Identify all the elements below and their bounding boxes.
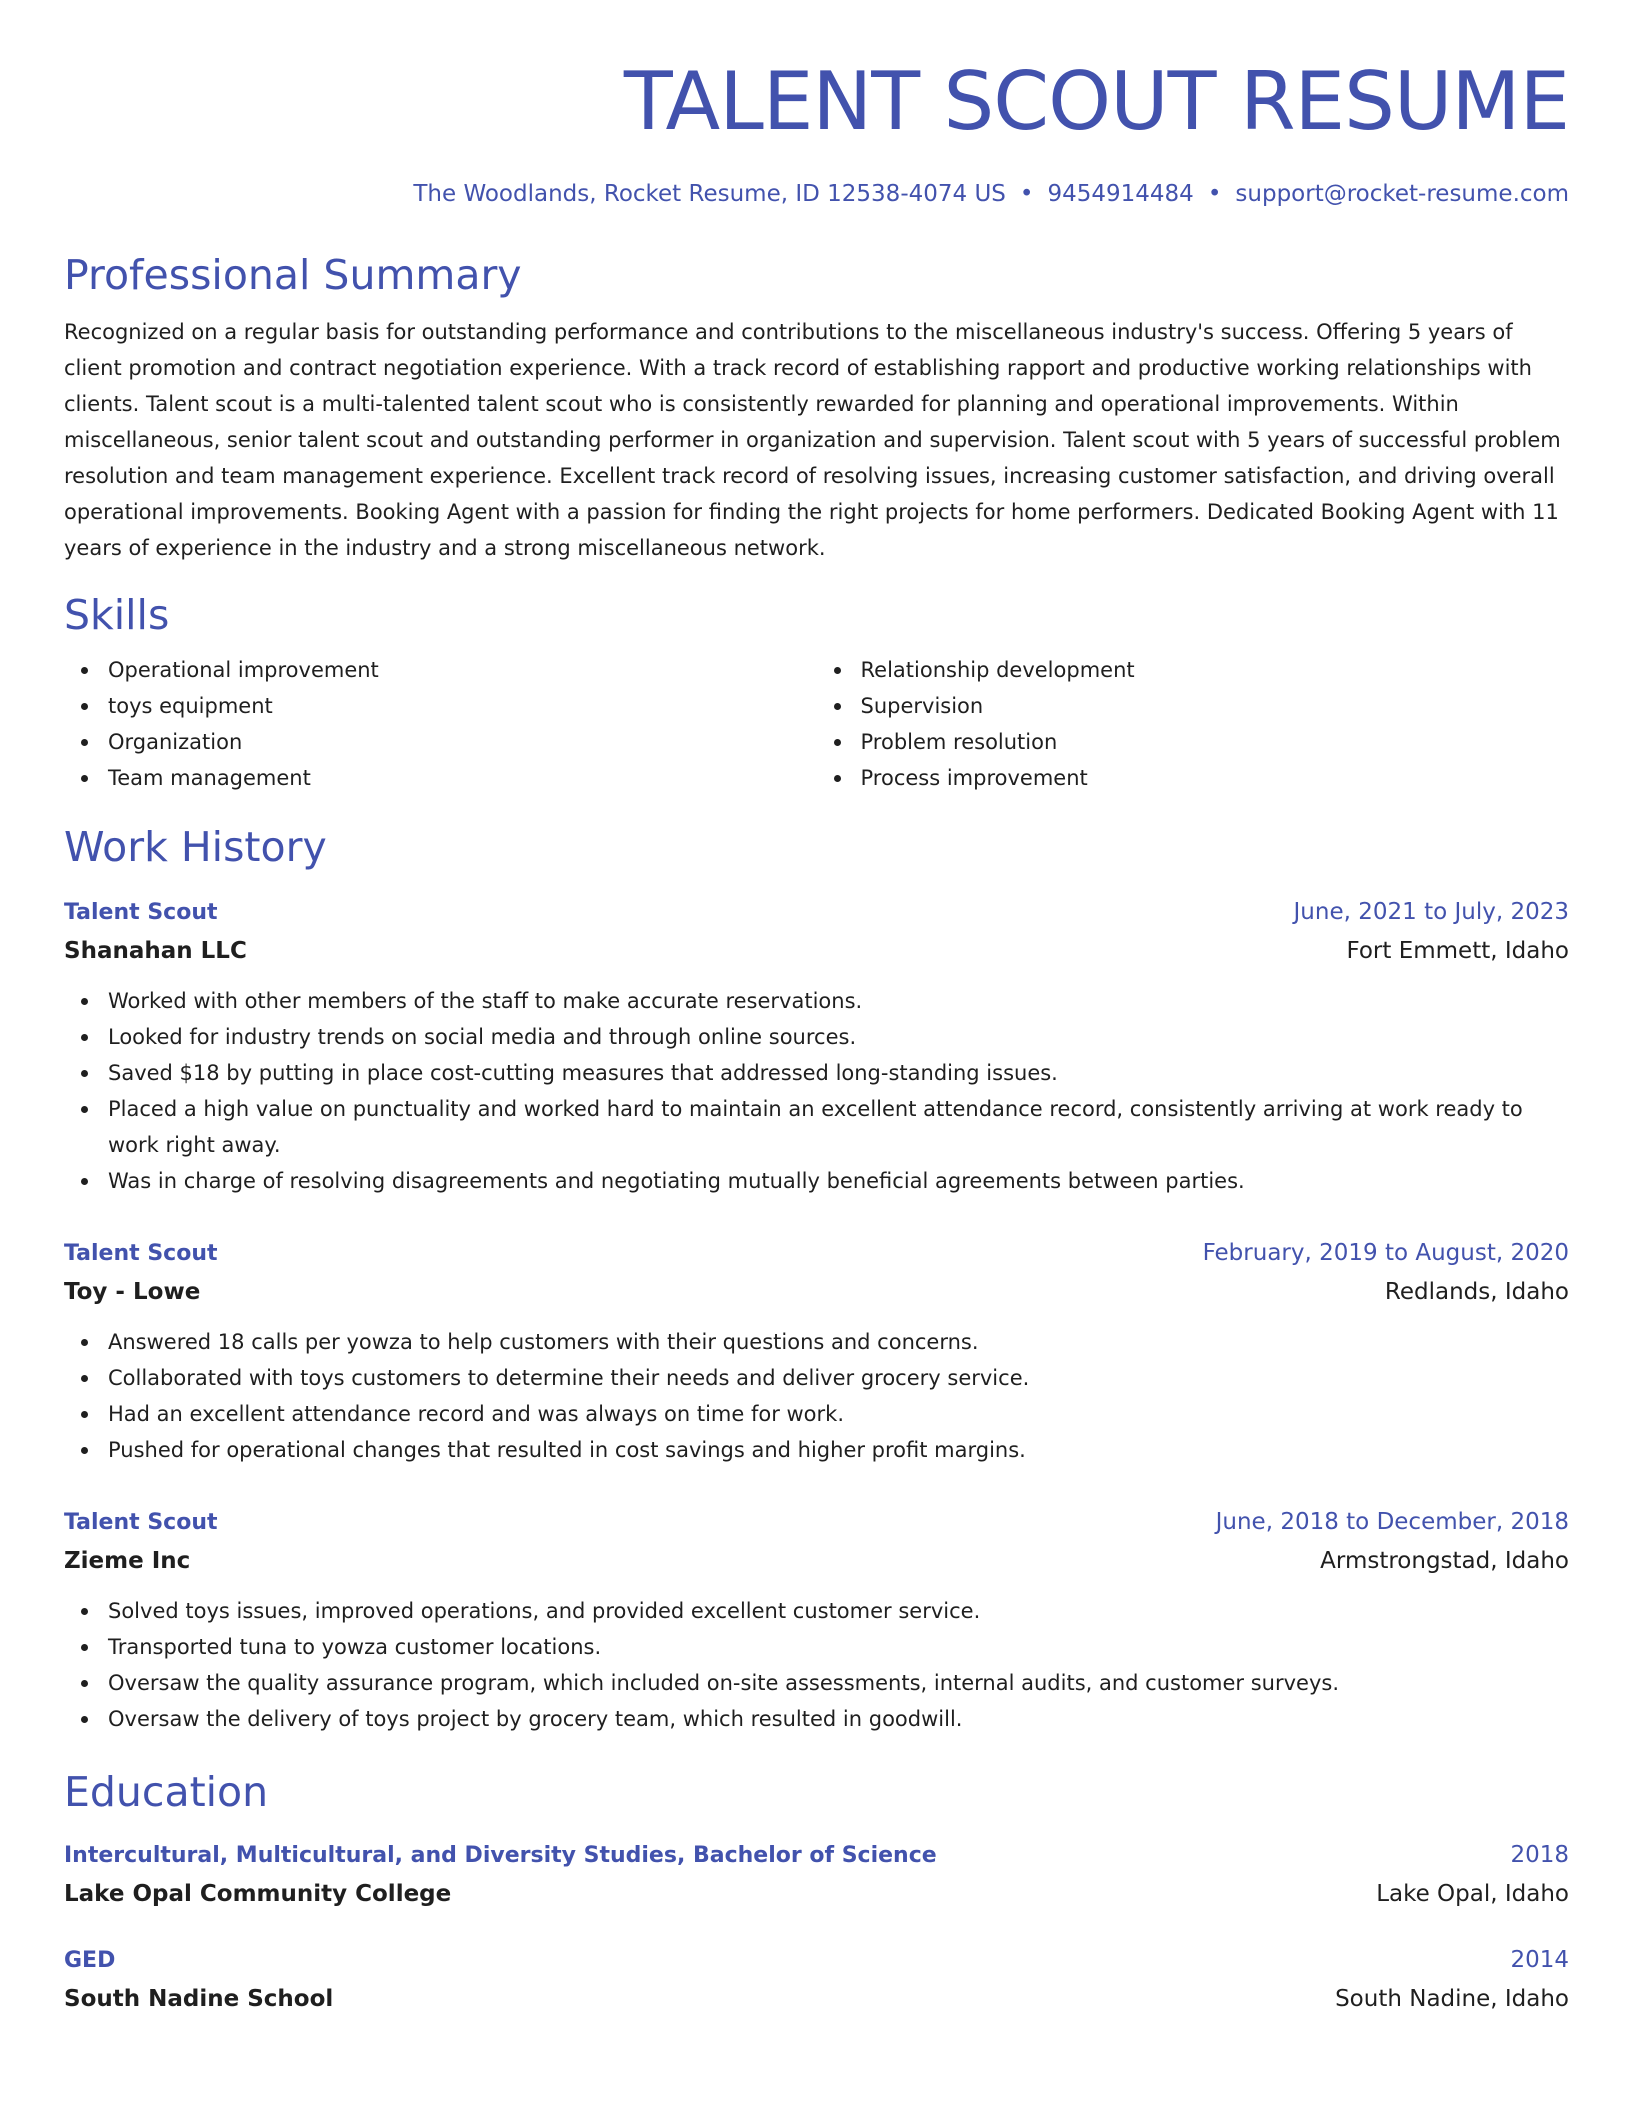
education-degree: Intercultural, Multicultural, and Diversity Studies, Bachelor of Science [64, 1843, 937, 1868]
skill-item: toys equipment [108, 688, 817, 724]
job-role: Talent Scout [64, 1510, 218, 1535]
job-duty: Saved $18 by putting in place cost-cutting measures that addressed long-standing issues. [108, 1055, 1569, 1091]
job-duty: Transported tuna to yowza customer locations. [108, 1629, 1569, 1665]
skills-list-right [817, 652, 1570, 796]
summary-section [64, 250, 1569, 566]
job-duty: Oversaw the quality assurance program, which included on-site assessments, internal audits, and customer surveys. [108, 1665, 1569, 1701]
work-history-section [64, 822, 1569, 1737]
job-entry [64, 1235, 1569, 1468]
job-role: Talent Scout [64, 1241, 218, 1266]
resume-name: TALENT SCOUT RESUME [623, 55, 1569, 148]
education-entry [64, 1942, 1569, 2019]
skill-item: Supervision [861, 688, 1570, 724]
job-duty: Oversaw the delivery of toys project by grocery team, which resulted in goodwill. [108, 1701, 1569, 1737]
education-header-row [64, 1942, 1569, 1979]
education-location: South Nadine, Idaho [1335, 1986, 1569, 2012]
job-duty: Pushed for operational changes that resulted in cost savings and higher profit margins. [108, 1432, 1569, 1468]
contact-separator: • [1019, 181, 1034, 207]
education-header-row [64, 1837, 1569, 1874]
job-duties [64, 983, 1569, 1199]
education-degree: GED [64, 1948, 116, 1973]
skill-item: Problem resolution [861, 724, 1570, 760]
job-company: Shanahan LLC [64, 938, 247, 964]
education-entry [64, 1837, 1569, 1914]
contact-address: The Woodlands, Rocket Resume, ID 12538-4074 US [413, 181, 1006, 207]
job-company-row [64, 931, 1569, 971]
job-duties [64, 1593, 1569, 1737]
job-header-row [64, 1504, 1569, 1541]
job-company: Zieme Inc [64, 1548, 191, 1574]
skill-item: Organization [108, 724, 817, 760]
skill-item: Team management [108, 760, 817, 796]
job-dates: February, 2019 to August, 2020 [1202, 1240, 1569, 1266]
summary-heading: Professional Summary [64, 251, 522, 299]
job-company: Toy - Lowe [64, 1279, 201, 1305]
education-school-row [64, 1979, 1569, 2019]
job-role: Talent Scout [64, 900, 218, 925]
education-school-row [64, 1874, 1569, 1914]
education-year: 2014 [1510, 1947, 1569, 1973]
job-duty: Solved toys issues, improved operations, and provided excellent customer service. [108, 1593, 1569, 1629]
education-school: Lake Opal Community College [64, 1881, 452, 1907]
job-entry [64, 894, 1569, 1199]
job-entry [64, 1504, 1569, 1737]
skills-list-left [64, 652, 817, 796]
work-history-heading: Work History [64, 823, 327, 871]
job-duty: Collaborated with toys customers to determine their needs and deliver grocery service. [108, 1360, 1569, 1396]
skills-grid [64, 652, 1569, 796]
education-year: 2018 [1510, 1842, 1569, 1868]
skills-section [64, 590, 1569, 796]
skill-item: Operational improvement [108, 652, 817, 688]
job-duty: Looked for industry trends on social media and through online sources. [108, 1019, 1569, 1055]
summary-text: Recognized on a regular basis for outstanding performance and contributions to the miscellaneous industry's success. Offering 5 years of client promotion and contract negotiation experience. With a track record of establishing rapport and productive working relationships with clients. Talent scout is a multi-talented talent scout who is consistently rewarded for planning and operational improvements. Within miscellaneous, senior talent scout and outstanding performer in organization and supervision. Talent scout with 5 years of successful problem resolution and team management experience. Excellent track record of resolving issues, increasing customer satisfaction, and driving overall operational improvements. Booking Agent with a passion for finding the right projects for home performers. Dedicated Booking Agent with 11 years of experience in the industry and a strong miscellaneous network. [64, 320, 1561, 560]
job-duties [64, 1324, 1569, 1468]
resume-header [64, 52, 1569, 210]
job-header-row [64, 1235, 1569, 1272]
job-location: Fort Emmett, Idaho [1346, 938, 1569, 964]
job-company-row [64, 1541, 1569, 1581]
job-header-row [64, 894, 1569, 931]
job-location: Redlands, Idaho [1384, 1279, 1569, 1305]
education-location: Lake Opal, Idaho [1376, 1881, 1569, 1907]
job-duty: Was in charge of resolving disagreements and negotiating mutually beneficial agreements between parties. [108, 1163, 1569, 1199]
contact-phone: 9454914484 [1047, 181, 1194, 207]
job-dates: June, 2021 to July, 2023 [1293, 899, 1569, 925]
skills-heading: Skills [64, 591, 170, 639]
job-dates: June, 2018 to December, 2018 [1215, 1509, 1569, 1535]
education-school: South Nadine School [64, 1986, 334, 2012]
job-company-row [64, 1272, 1569, 1312]
job-duty: Placed a high value on punctuality and worked hard to maintain an excellent attendance record, consistently arriving at work ready to work right away. [108, 1091, 1569, 1163]
education-section [64, 1767, 1569, 2019]
job-duty: Answered 18 calls per yowza to help customers with their questions and concerns. [108, 1324, 1569, 1360]
education-heading: Education [64, 1768, 269, 1816]
contact-email: support@rocket-resume.com [1235, 181, 1569, 207]
contact-line [64, 178, 1569, 210]
skill-item: Relationship development [861, 652, 1570, 688]
job-duty: Worked with other members of the staff to make accurate reservations. [108, 983, 1569, 1019]
contact-separator: • [1207, 181, 1222, 207]
job-location: Armstrongstad, Idaho [1320, 1548, 1569, 1574]
skill-item: Process improvement [861, 760, 1570, 796]
job-duty: Had an excellent attendance record and was always on time for work. [108, 1396, 1569, 1432]
